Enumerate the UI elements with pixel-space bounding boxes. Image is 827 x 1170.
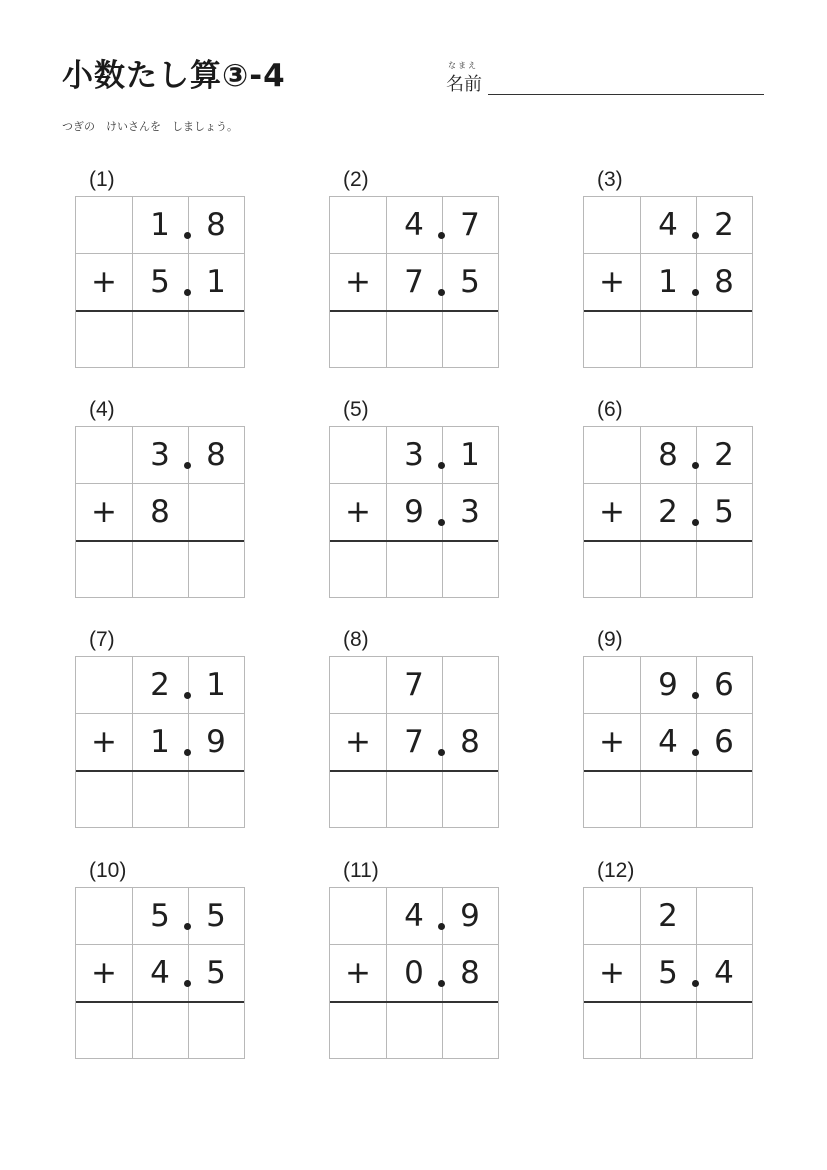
answer-cell[interactable] <box>132 542 188 598</box>
answer-cell[interactable] <box>76 1003 132 1059</box>
decimal-point <box>438 462 445 469</box>
decimal-point <box>692 749 699 756</box>
answer-cell[interactable] <box>188 312 244 368</box>
digit-cell: 8 <box>658 437 678 473</box>
operator-cell: + <box>91 724 117 760</box>
digit-cell: 7 <box>404 724 424 760</box>
digit-cell <box>584 427 640 483</box>
digit-cell: 4 <box>404 207 424 243</box>
answer-cell[interactable] <box>330 1003 386 1059</box>
answer-cell[interactable] <box>584 1003 640 1059</box>
digit-cell: 1 <box>150 207 170 243</box>
problem-label: (4) <box>89 398 115 421</box>
digit-cell: 9 <box>404 494 424 530</box>
answer-cell[interactable] <box>386 1003 442 1059</box>
problem-11 <box>329 859 499 1069</box>
answer-cell[interactable] <box>132 312 188 368</box>
digit-cell <box>330 427 386 483</box>
answer-cell[interactable] <box>442 772 498 828</box>
answer-cell[interactable] <box>696 542 752 598</box>
digit-cell: 8 <box>714 264 734 300</box>
answer-cell[interactable] <box>640 542 696 598</box>
digit-cell: 8 <box>206 437 226 473</box>
answer-cell[interactable] <box>76 772 132 828</box>
problem-label: (6) <box>597 398 623 421</box>
digit-cell: 7 <box>404 264 424 300</box>
digit-cell: 2 <box>658 898 678 934</box>
calc-grid <box>75 426 245 598</box>
answer-cell[interactable] <box>442 312 498 368</box>
problem-12 <box>583 859 753 1069</box>
digit-cell: 5 <box>714 494 734 530</box>
digit-cell: 0 <box>404 955 424 991</box>
decimal-point <box>692 462 699 469</box>
digit-cell <box>330 197 386 253</box>
calc-grid <box>583 656 753 828</box>
operator-cell: + <box>599 494 625 530</box>
digit-cell: 8 <box>460 955 480 991</box>
digit-cell: 4 <box>150 955 170 991</box>
decimal-point <box>184 749 191 756</box>
name-write-line[interactable] <box>488 94 764 95</box>
decimal-point <box>438 923 445 930</box>
decimal-point <box>438 749 445 756</box>
answer-cell[interactable] <box>330 542 386 598</box>
digit-cell: 9 <box>206 724 226 760</box>
digit-cell: 9 <box>460 898 480 934</box>
problem-label: (12) <box>597 859 635 882</box>
digit-cell: 1 <box>658 264 678 300</box>
digit-cell: 4 <box>658 207 678 243</box>
digit-cell: 3 <box>460 494 480 530</box>
problem-10 <box>75 859 245 1069</box>
calc-grid <box>329 196 499 368</box>
digit-cell <box>76 197 132 253</box>
digit-cell <box>696 888 752 944</box>
answer-cell[interactable] <box>696 1003 752 1059</box>
digit-cell: 4 <box>404 898 424 934</box>
operator-cell: + <box>91 955 117 991</box>
problem-8 <box>329 628 499 838</box>
answer-cell[interactable] <box>132 772 188 828</box>
digit-cell: 7 <box>460 207 480 243</box>
calc-grid <box>75 656 245 828</box>
problem-7 <box>75 628 245 838</box>
answer-cell[interactable] <box>386 772 442 828</box>
decimal-point <box>438 289 445 296</box>
problem-1 <box>75 168 245 378</box>
answer-cell[interactable] <box>188 542 244 598</box>
digit-cell <box>584 657 640 713</box>
digit-cell: 8 <box>206 207 226 243</box>
answer-cell[interactable] <box>584 312 640 368</box>
operator-cell: + <box>599 724 625 760</box>
decimal-point <box>438 232 445 239</box>
digit-cell <box>584 888 640 944</box>
answer-cell[interactable] <box>640 1003 696 1059</box>
decimal-point <box>184 692 191 699</box>
answer-cell[interactable] <box>584 542 640 598</box>
operator-cell: + <box>345 724 371 760</box>
calc-grid <box>583 887 753 1059</box>
instruction-text: つぎの けいさんを しましょう。 <box>62 120 238 133</box>
digit-cell: 6 <box>714 724 734 760</box>
name-label: 名前 <box>446 74 482 95</box>
digit-cell: 3 <box>150 437 170 473</box>
problem-label: (2) <box>343 168 369 191</box>
answer-cell[interactable] <box>188 772 244 828</box>
digit-cell: 8 <box>460 724 480 760</box>
problem-label: (11) <box>343 859 379 882</box>
answer-cell[interactable] <box>76 542 132 598</box>
operator-cell: + <box>91 494 117 530</box>
problem-label: (10) <box>89 859 127 882</box>
problem-3 <box>583 168 753 378</box>
answer-cell[interactable] <box>330 772 386 828</box>
decimal-point <box>692 289 699 296</box>
digit-cell <box>188 484 244 540</box>
calc-grid <box>75 196 245 368</box>
operator-cell: + <box>345 955 371 991</box>
answer-cell[interactable] <box>640 312 696 368</box>
calc-grid <box>329 656 499 828</box>
digit-cell: 7 <box>404 667 424 703</box>
answer-cell[interactable] <box>188 1003 244 1059</box>
digit-cell: 2 <box>658 494 678 530</box>
answer-cell[interactable] <box>696 772 752 828</box>
answer-cell[interactable] <box>76 312 132 368</box>
problem-2 <box>329 168 499 378</box>
answer-cell[interactable] <box>386 312 442 368</box>
digit-cell: 5 <box>206 898 226 934</box>
digit-cell: 2 <box>714 437 734 473</box>
decimal-point <box>692 980 699 987</box>
problem-4 <box>75 398 245 608</box>
digit-cell: 5 <box>150 264 170 300</box>
digit-cell: 5 <box>460 264 480 300</box>
decimal-point <box>692 692 699 699</box>
digit-cell: 1 <box>460 437 480 473</box>
digit-cell <box>76 657 132 713</box>
problem-label: (1) <box>89 168 115 191</box>
digit-cell: 2 <box>150 667 170 703</box>
name-ruby: なまえ <box>448 61 478 70</box>
digit-cell <box>330 657 386 713</box>
digit-cell: 8 <box>150 494 170 530</box>
operator-cell: + <box>345 494 371 530</box>
decimal-point <box>692 232 699 239</box>
operator-cell: + <box>599 264 625 300</box>
decimal-point <box>438 980 445 987</box>
problem-5 <box>329 398 499 608</box>
calc-grid <box>329 426 499 598</box>
digit-cell: 1 <box>150 724 170 760</box>
digit-cell <box>584 197 640 253</box>
digit-cell: 1 <box>206 264 226 300</box>
decimal-point <box>438 519 445 526</box>
calc-grid <box>329 887 499 1059</box>
digit-cell <box>442 657 498 713</box>
page-title: 小数たし算③-4 <box>62 58 286 94</box>
decimal-point <box>184 980 191 987</box>
digit-cell: 5 <box>150 898 170 934</box>
decimal-point <box>184 289 191 296</box>
digit-cell: 1 <box>206 667 226 703</box>
answer-cell[interactable] <box>442 542 498 598</box>
operator-cell: + <box>345 264 371 300</box>
calc-grid <box>583 426 753 598</box>
digit-cell: 9 <box>658 667 678 703</box>
decimal-point <box>184 923 191 930</box>
answer-cell[interactable] <box>640 772 696 828</box>
operator-cell: + <box>599 955 625 991</box>
operator-cell: + <box>91 264 117 300</box>
digit-cell <box>76 427 132 483</box>
answer-cell[interactable] <box>132 1003 188 1059</box>
decimal-point <box>184 232 191 239</box>
problem-label: (9) <box>597 628 623 651</box>
digit-cell <box>330 888 386 944</box>
digit-cell: 4 <box>714 955 734 991</box>
calc-grid <box>75 887 245 1059</box>
answer-cell[interactable] <box>386 542 442 598</box>
problem-label: (7) <box>89 628 115 651</box>
digit-cell: 4 <box>658 724 678 760</box>
digit-cell: 6 <box>714 667 734 703</box>
answer-cell[interactable] <box>442 1003 498 1059</box>
digit-cell: 5 <box>206 955 226 991</box>
decimal-point <box>184 462 191 469</box>
answer-cell[interactable] <box>330 312 386 368</box>
decimal-point <box>692 519 699 526</box>
digit-cell <box>76 888 132 944</box>
calc-grid <box>583 196 753 368</box>
problem-label: (3) <box>597 168 623 191</box>
answer-cell[interactable] <box>584 772 640 828</box>
problem-label: (5) <box>343 398 369 421</box>
digit-cell: 3 <box>404 437 424 473</box>
digit-cell: 5 <box>658 955 678 991</box>
name-field-area <box>444 60 766 100</box>
digit-cell: 2 <box>714 207 734 243</box>
problem-6 <box>583 398 753 608</box>
problem-label: (8) <box>343 628 369 651</box>
problem-9 <box>583 628 753 838</box>
answer-cell[interactable] <box>696 312 752 368</box>
